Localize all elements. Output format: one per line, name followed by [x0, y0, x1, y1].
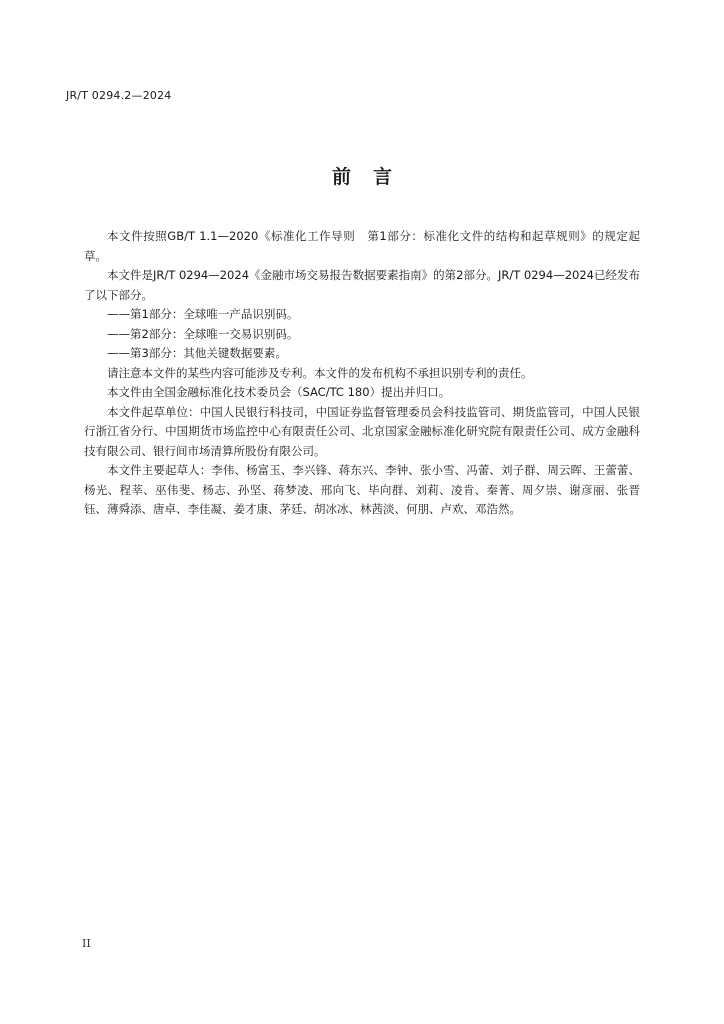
page-title: 前言	[331, 166, 414, 188]
paragraph-proposer: 本文件由全国金融标准化技术委员会（SAC/TC 180）提出并归口。	[107, 385, 451, 399]
standard-code: JR/T 0294.2—2024	[66, 89, 172, 102]
list-item-part-1: ——第1部分：全球唯一产品识别码。	[107, 307, 299, 321]
list-item-part-2: ——第2部分：全球唯一交易识别码。	[107, 326, 299, 341]
page-number: II	[82, 937, 91, 950]
paragraph-drafting-units: 本文件起草单位：中国人民银行科技司，中国证券监督管理委员会科技监管司、期货监管司，中国人民银行浙江省分行、中国期货市场监控中心有限责任公司、北京国家金融标准化研究院有限责任公司、成方金融科技有限公司、银行间市场清算所股份有限公司。	[84, 404, 640, 458]
list-item-part-3: ——第3部分：其他关键数据要素。	[107, 346, 287, 360]
paragraph-drafters: 本文件主要起草人：李伟、杨富玉、李兴锋、蒋东兴、李钟、张小雪、冯蕾、刘子群、周云晖、王蕾蕾、杨光、程莘、巫伟斐、杨志、孙坚、蒋梦凌、邢向飞、毕向群、刘莉、凌肯、秦菁、周夕崇、谢彦丽、张晋钰、薄舜添、唐卓、李佳凝、姜才康、茅廷、胡冰冰、林茜淡、何朋、卢欢、邓浩然。	[84, 463, 640, 516]
paragraph-part-info: 本文件是JR/T 0294—2024《金融市场交易报告数据要素指南》的第2部分。JR/T 0294—2024已经发布了以下部分。	[84, 268, 640, 302]
paragraph-patent-notice: 请注意本文件的某些内容可能涉及专利。本文件的发布机构不承担识别专利的责任。	[107, 365, 533, 380]
paragraph-drafting-rules: 本文件按照GB/T 1.1—2020《标准化工作导则 第1部分：标准化文件的结构和起草规则》的规定起草。	[84, 229, 640, 263]
foreword-body	[84, 227, 640, 520]
